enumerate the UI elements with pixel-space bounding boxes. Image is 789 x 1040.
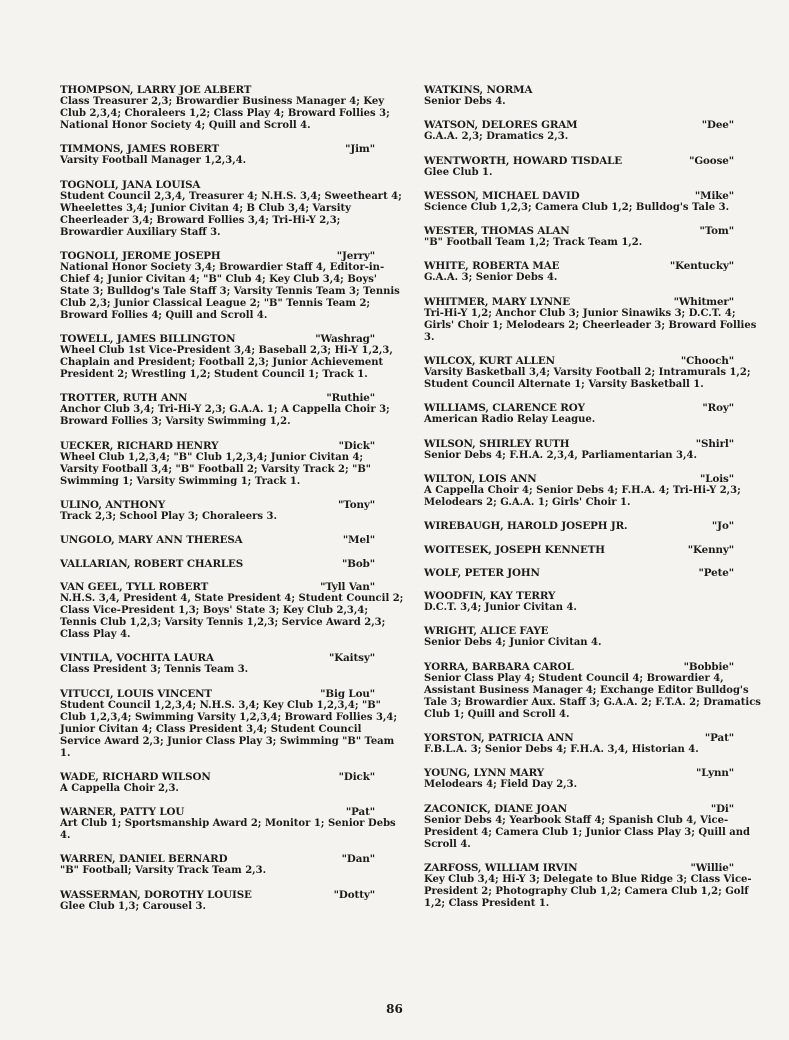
senior-entry: [60, 499, 405, 523]
student-activities: Senior Debs 4.: [424, 96, 506, 107]
student-nickname: "Dotty": [333, 888, 375, 901]
entry-heading: [424, 590, 764, 602]
entry-heading: [60, 558, 405, 570]
student-name: WARREN, DANIEL BERNARD: [60, 853, 228, 866]
entry-heading: [424, 260, 764, 272]
student-nickname: "Jo": [711, 520, 734, 533]
entry-heading: [60, 853, 405, 865]
senior-entry: [60, 534, 405, 546]
entry-heading: [60, 250, 405, 262]
student-activities: F.B.L.A. 3; Senior Debs 4; F.H.A. 3,4, Historian 4.: [424, 744, 699, 756]
student-name: WILCOX, KURT ALLEN: [424, 355, 555, 368]
student-activities: Art Club 1; Sportsmanship Award 2; Monitor 1; Senior Debs 4.: [60, 818, 396, 842]
senior-entry: [60, 853, 405, 877]
student-name: TOGNOLI, JANA LOUISA: [60, 178, 201, 191]
student-name: WESTER, THOMAS ALAN: [424, 225, 570, 238]
student-activities: A Cappella Choir 4; Senior Debs 4; F.H.A. 4; Tri-Hi-Y 2,3; Melodears 2; G.A.A. 1; Girls' Choir 1.: [424, 484, 741, 508]
entry-heading: [60, 771, 405, 783]
student-nickname: "Shirl": [695, 437, 734, 450]
student-name: YORSTON, PATRICIA ANN: [424, 732, 574, 745]
student-activities: Key Club 3,4; Hi-Y 3; Delegate to Blue Ridge 3; Class Vice-President 2; Photography Club 1,2; Camera Club 1,2; Golf 1,2; Class President 1.: [424, 873, 752, 909]
student-activities: Class President 3; Tennis Team 3.: [60, 664, 249, 676]
senior-entry: [424, 803, 764, 851]
entry-heading: [424, 402, 764, 414]
student-activities: G.A.A. 3; Senior Debs 4.: [424, 272, 558, 284]
student-activities: Senior Debs 4; F.H.A. 2,3,4, Parliamentarian 3,4.: [424, 449, 697, 461]
student-activities: G.A.A. 2,3; Dramatics 2,3.: [424, 131, 569, 143]
student-name: WADE, RICHARD WILSON: [60, 770, 211, 783]
senior-entry: [424, 225, 764, 249]
student-activities: "B" Football; Varsity Track Team 2,3.: [60, 865, 267, 877]
student-name: TOWELL, JAMES BILLINGTON: [60, 333, 236, 346]
entry-heading: [60, 179, 405, 191]
student-activities: National Honor Society 3,4; Browardier Staff 4, Editor-in-Chief 4; Junior Civitan 4; "B" Club 4; Key Club 3,4; Boys' State 3; Bulldog's Tale Staff 3; Varsity Tennis Team 3; Tennis Club 2,3; Junior Classical League 2; "B" Tennis Team 2; Broward Follies 4; Quill and Scroll 4.: [60, 261, 400, 321]
student-nickname: "Big Lou": [320, 687, 375, 700]
student-activities: Science Club 1,2,3; Camera Club 1,2; Bulldog's Tale 3.: [424, 201, 730, 213]
entry-heading: [424, 862, 764, 874]
entry-heading: [60, 534, 405, 546]
senior-entry: [60, 143, 405, 167]
student-nickname: "Chooch": [680, 355, 734, 368]
senior-entry: [60, 581, 405, 641]
senior-entry: [60, 889, 405, 913]
senior-entry: [424, 625, 764, 649]
student-name: WOLF, PETER JOHN: [424, 566, 540, 579]
student-activities: Senior Debs 4; Junior Civitan 4.: [424, 637, 602, 649]
student-name: WILLIAMS, CLARENCE ROY: [424, 402, 585, 415]
entry-heading: [424, 625, 764, 637]
student-name: VALLARIAN, ROBERT CHARLES: [60, 557, 244, 570]
senior-entry: [424, 661, 764, 721]
student-name: ZARFOSS, WILLIAM IRVIN: [424, 861, 578, 874]
senior-entry: [424, 155, 764, 179]
senior-entry: [60, 440, 405, 488]
student-nickname: "Dee": [701, 119, 734, 132]
left-column: [60, 84, 405, 924]
senior-entry: [424, 438, 764, 462]
student-name: YORRA, BARBARA CAROL: [424, 660, 574, 673]
student-name: TROTTER, RUTH ANN: [60, 392, 188, 405]
entry-heading: [424, 544, 764, 556]
senior-entry: [60, 392, 405, 428]
entry-heading: [424, 296, 764, 308]
student-name: WARNER, PATTY LOU: [60, 806, 185, 819]
student-activities: Wheel Club 1st Vice-President 3,4; Baseball 2,3; Hi-Y 1,2,3, Chaplain and President; Football 2,3; Junior Achievement President 2; Wrestling 1,2; Student Council 1; Track 1.: [60, 345, 393, 381]
student-nickname: "Kenny": [687, 543, 734, 556]
student-activities: Glee Club 1.: [424, 166, 493, 178]
student-name: WILSON, SHIRLEY RUTH: [424, 437, 570, 450]
senior-entry: [424, 119, 764, 143]
student-name: VITUCCI, LOUIS VINCENT: [60, 687, 212, 700]
student-activities: Varsity Football Manager 1,2,3,4.: [60, 155, 247, 167]
student-name: WATSON, DELORES GRAM: [424, 119, 578, 132]
student-nickname: "Pat": [704, 732, 734, 745]
senior-entry: [60, 806, 405, 842]
student-nickname: "Ruthie": [326, 392, 375, 405]
student-nickname: "Lynn": [696, 767, 734, 780]
student-activities: Track 2,3; School Play 3; Choraleers 3.: [60, 511, 277, 523]
senior-entry: [424, 296, 764, 344]
student-nickname: "Whitmer": [673, 295, 734, 308]
student-activities: Melodears 4; Field Day 2,3.: [424, 779, 578, 791]
student-nickname: "Mel": [342, 534, 375, 547]
senior-entry: [424, 190, 764, 214]
student-name: WATKINS, NORMA: [424, 84, 533, 96]
senior-entry: [60, 179, 405, 239]
student-name: YOUNG, LYNN MARY: [424, 767, 545, 780]
student-nickname: "Kaitsy": [329, 652, 375, 665]
entry-heading: [424, 438, 764, 450]
senior-entry: [424, 544, 764, 556]
student-nickname: "Willie": [690, 861, 734, 874]
senior-entry: [424, 260, 764, 284]
student-nickname: "Lois": [700, 472, 734, 485]
entry-heading: [424, 803, 764, 815]
student-nickname: "Jim": [345, 143, 375, 156]
student-activities: Anchor Club 3,4; Tri-Hi-Y 2,3; G.A.A. 1; A Cappella Choir 3; Broward Follies 3; Varsity Swimming 1,2.: [60, 404, 390, 428]
entry-heading: [424, 155, 764, 167]
senior-entry: [424, 402, 764, 426]
student-nickname: "Bobbie": [683, 660, 734, 673]
entry-heading: [424, 661, 764, 673]
student-activities: American Radio Relay League.: [424, 414, 596, 426]
student-activities: D.C.T. 3,4; Junior Civitan 4.: [424, 602, 577, 614]
student-name: WILTON, LOIS ANN: [424, 472, 537, 485]
senior-entry: [424, 520, 764, 532]
senior-entry: [424, 767, 764, 791]
senior-entry: [60, 558, 405, 570]
student-nickname: "Pat": [345, 806, 375, 819]
entry-heading: [60, 499, 405, 511]
senior-entry: [60, 333, 405, 381]
entry-heading: [60, 143, 405, 155]
student-name: ULINO, ANTHONY: [60, 499, 166, 512]
student-name: WHITMER, MARY LYNNE: [424, 295, 571, 308]
student-nickname: "Bob": [341, 557, 375, 570]
student-name: ZACONICK, DIANE JOAN: [424, 802, 568, 815]
entry-heading: [424, 567, 764, 579]
student-activities: Class Treasurer 2,3; Browardier Business Manager 4; Key Club 2,3,4; Choraleers 1,2; Class Play 4; Broward Follies 3; National Honor Society 4; Quill and Scroll 4.: [60, 96, 390, 131]
senior-entry: [60, 688, 405, 760]
student-nickname: "Dick": [338, 439, 375, 452]
entry-heading: [60, 806, 405, 818]
entry-heading: [60, 392, 405, 404]
entry-heading: [60, 581, 405, 593]
page-number: 86: [386, 1002, 403, 1016]
student-activities: Student Council 1,2,3,4; N.H.S. 3,4; Key Club 1,2,3,4; "B" Club 1,2,3,4; Swimming Varsity 1,2,3,4; Broward Follies 3,4; Junior Civitan 4; Class President 3,4; Student Council Service Award 2,3; Junior Class Play 3; Swimming "B" Team 1.: [60, 699, 398, 759]
entry-heading: [424, 473, 764, 485]
student-name: VINTILA, VOCHITA LAURA: [60, 652, 214, 665]
student-nickname: "Tony": [338, 499, 375, 512]
student-activities: "B" Football Team 1,2; Track Team 1,2.: [424, 237, 643, 249]
student-name: VAN GEEL, TYLL ROBERT: [60, 580, 209, 593]
student-activities: N.H.S. 3,4, President 4, State President 4; Student Council 2; Class Vice-President 1,3; Boys' State 3; Key Club 2,3,4; Tennis Club 1,2,3; Varsity Tennis 1,2,3; Service Award 2,3; Class Play 4.: [60, 592, 404, 640]
entry-heading: [424, 225, 764, 237]
student-name: TIMMONS, JAMES ROBERT: [60, 143, 220, 156]
senior-entry: [424, 567, 764, 579]
student-nickname: "Dan": [341, 853, 375, 866]
senior-entry: [424, 473, 764, 509]
student-activities: Glee Club 1,3; Carousel 3.: [60, 900, 206, 912]
student-nickname: "Mike": [694, 189, 734, 202]
senior-entry: [424, 590, 764, 614]
student-name: UNGOLO, MARY ANN THERESA: [60, 534, 243, 547]
student-name: WRIGHT, ALICE FAYE: [424, 625, 549, 638]
senior-entry: [60, 771, 405, 795]
student-nickname: "Roy": [702, 402, 734, 415]
student-activities: Tri-Hi-Y 1,2; Anchor Club 3; Junior Sinawiks 3; D.C.T. 4; Girls' Choir 1; Melodears 2; Cheerleader 3; Broward Follies 3.: [424, 307, 757, 343]
senior-entry: [60, 250, 405, 322]
entry-heading: [424, 190, 764, 202]
senior-entry: [60, 652, 405, 676]
entry-heading: [60, 652, 405, 664]
entry-heading: [424, 732, 764, 744]
student-nickname: "Dick": [338, 770, 375, 783]
entry-heading: [60, 688, 405, 700]
senior-entry: [424, 84, 764, 108]
student-name: UECKER, RICHARD HENRY: [60, 439, 219, 452]
student-name: WESSON, MICHAEL DAVID: [424, 189, 580, 202]
student-name: WOITESEK, JOSEPH KENNETH: [424, 543, 605, 556]
entry-heading: [424, 520, 764, 532]
student-name: WHITE, ROBERTA MAE: [424, 260, 560, 273]
student-activities: Senior Class Play 4; Student Council 4; Browardier 4, Assistant Business Manager 4; Exchange Editor Bulldog's Tale 3; Browardier Aux. Staff 3; G.A.A. 2; F.T.A. 2; Dramatics Club 1; Quill and Scroll 4.: [424, 672, 761, 720]
student-nickname: "Goose": [689, 154, 734, 167]
entry-heading: [60, 84, 405, 96]
student-name: WOODFIN, KAY TERRY: [424, 590, 556, 603]
student-nickname: "Tom": [699, 225, 734, 238]
student-name: WIREBAUGH, HAROLD JOSEPH JR.: [424, 520, 628, 533]
entry-heading: [424, 84, 764, 96]
student-name: THOMPSON, LARRY JOE ALBERT: [60, 84, 252, 96]
student-activities: Varsity Basketball 3,4; Varsity Football 2; Intramurals 1,2; Student Council Alternate 1; Varsity Basketball 1.: [424, 367, 751, 391]
student-activities: Senior Debs 4; Yearbook Staff 4; Spanish Club 4, Vice-President 4; Camera Club 1; Junior Class Play 3; Quill and Scroll 4.: [424, 814, 750, 850]
entry-heading: [424, 767, 764, 779]
student-nickname: "Di": [710, 802, 734, 815]
senior-entry: [424, 732, 764, 756]
student-nickname: "Kentucky": [669, 260, 734, 273]
entry-heading: [424, 355, 764, 367]
right-column: [424, 84, 764, 921]
student-nickname: "Pete": [698, 566, 734, 579]
entry-heading: [60, 889, 405, 901]
student-activities: A Cappella Choir 2,3.: [60, 782, 179, 794]
entry-heading: [60, 440, 405, 452]
senior-entry: [424, 862, 764, 910]
senior-entry: [424, 355, 764, 391]
student-activities: Wheel Club 1,2,3,4; "B" Club 1,2,3,4; Junior Civitan 4; Varsity Football 3,4; "B" Football 2; Varsity Track 2; "B" Swimming 1; Varsity Swimming 1; Track 1.: [60, 451, 372, 487]
student-name: WENTWORTH, HOWARD TISDALE: [424, 154, 623, 167]
student-activities: Student Council 2,3,4, Treasurer 4; N.H.S. 3,4; Sweetheart 4; Wheelettes 3,4; Junior Civitan 4; B Club 3,4; Varsity Cheerleader 3,4; Broward Follies 3,4; Tri-Hi-Y 2,3; Browardier Auxiliary Staff 3.: [60, 190, 402, 238]
entry-heading: [60, 333, 405, 345]
entry-heading: [424, 119, 764, 131]
senior-entry: [60, 84, 405, 132]
student-nickname: "Washrag": [315, 333, 375, 346]
student-name: WASSERMAN, DOROTHY LOUISE: [60, 888, 252, 901]
student-nickname: "Jerry": [336, 249, 375, 262]
student-nickname: "Tyll Van": [320, 580, 375, 593]
student-name: TOGNOLI, JEROME JOSEPH: [60, 249, 221, 262]
